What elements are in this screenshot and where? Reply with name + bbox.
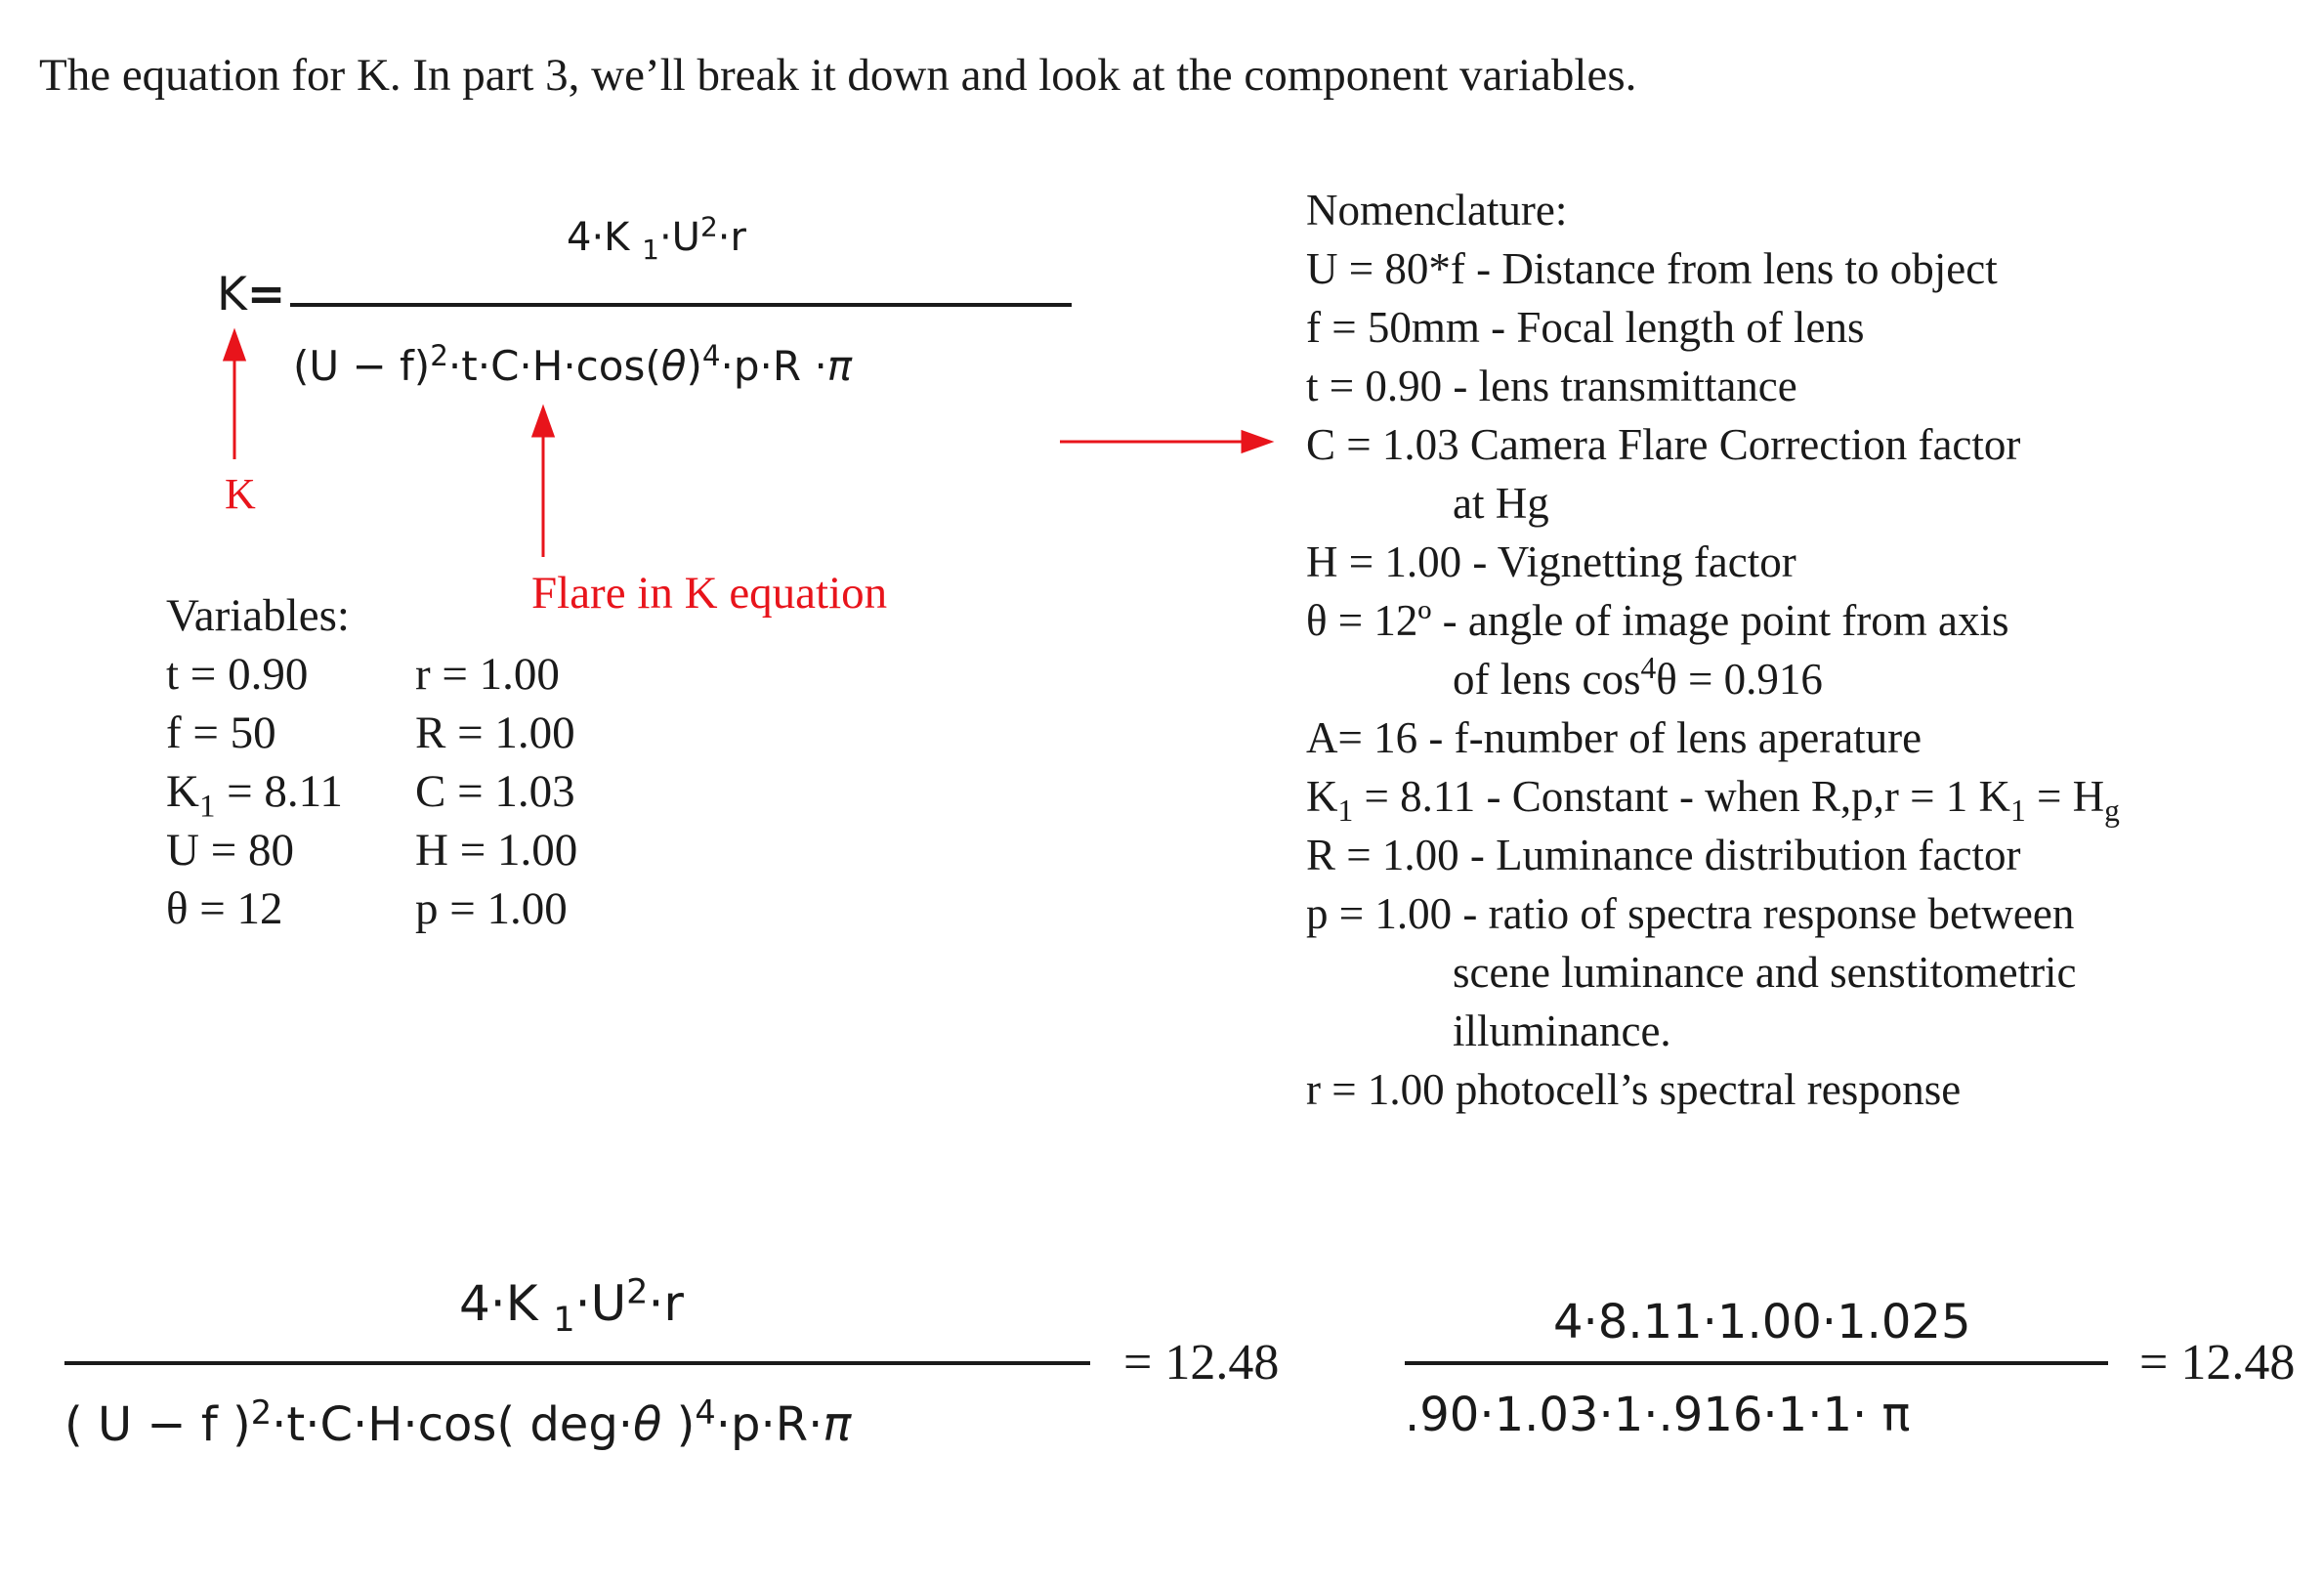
var-u: U = 80 — [166, 825, 294, 876]
equation3-result: = 12.48 — [2139, 1335, 2296, 1391]
arrow-k-head — [225, 332, 244, 360]
nom-item: H = 1.00 - Vignetting factor — [1306, 537, 1796, 586]
nomenclature-title: Nomenclature: — [1306, 186, 1568, 235]
var-C: C = 1.03 — [415, 766, 575, 817]
equation3-numerator: 4·8.11·1.00·1.025 — [1553, 1295, 1971, 1349]
nom-item: t = 0.90 - lens transmittance — [1306, 362, 1797, 410]
nom-item: U = 80*f - Distance from lens to object — [1306, 244, 1998, 293]
nom-item: r = 1.00 photocell’s spectral response — [1306, 1065, 1962, 1114]
nom-item: f = 50mm - Focal length of lens — [1306, 303, 1865, 352]
equation-denominator: $(U - f)^2\cdot t\cdot C\cdot H\cdot\cos(\theta)^4\cdot p\cdot R \cdot\pi$ — [293, 339, 853, 390]
var-p: p = 1.00 — [415, 883, 568, 934]
nom-item: $K_1 = 8.11$ - Constant - when R,p,r = 1 $K_1 = H_g$ — [1306, 772, 2120, 828]
fraction-bar — [1405, 1361, 2108, 1365]
arrow-flare-head — [533, 408, 553, 436]
var-H: H = 1.00 — [415, 825, 578, 876]
nom-item-continued: at Hg — [1453, 479, 1549, 528]
nom-item-continued: scene luminance and senstitometric — [1453, 948, 2077, 997]
nom-item: R = 1.00 - Luminance distribution factor — [1306, 831, 2021, 879]
var-r: r = 1.00 — [415, 649, 560, 700]
flare-label: Flare in K equation — [531, 568, 888, 619]
equation-lhs: K= — [217, 268, 286, 321]
nom-item: p = 1.00 - ratio of spectra response between — [1306, 889, 2075, 938]
nomenclature-list — [1306, 181, 2120, 1119]
nom-item: θ = 12º - angle of image point from axis — [1306, 596, 2009, 645]
variables-title: Variables: — [166, 590, 350, 641]
nom-item-continued: illuminance. — [1453, 1006, 1671, 1055]
equation3-denominator: .90·1.03·1·.916·1·1· π — [1405, 1388, 1911, 1442]
var-f: f = 50 — [166, 707, 276, 758]
var-theta: θ = 12 — [166, 883, 283, 934]
equation2-denominator: ( U − f )$^2$·t·C·H·cos( deg·θ )$^4$·p·R·π — [64, 1393, 852, 1452]
nom-item-continued: of lens $\cos^4\theta = 0.916$ — [1453, 651, 1823, 704]
variables-column-2 — [415, 645, 577, 938]
equation2-result: = 12.48 — [1123, 1335, 1280, 1391]
intro-text: The equation for K. In part 3, we’ll break it down and look at the component variables. — [39, 50, 1637, 101]
var-t: t = 0.90 — [166, 649, 309, 700]
nom-item: A= 16 - f-number of lens aperature — [1306, 713, 1923, 762]
arrow-nomenclature-head — [1243, 432, 1270, 451]
nom-item: C = 1.03 Camera Flare Correction factor — [1306, 420, 2021, 469]
var-k1: $K_1 = 8.11$ — [166, 766, 343, 825]
equation-numerator: 4·K $_1\cdot U^2\cdot r$ — [567, 210, 746, 266]
var-R: R = 1.00 — [415, 707, 575, 758]
equation2-numerator: 4·K $_1\cdot U^2\cdot r$ — [459, 1272, 684, 1340]
k-label: K — [225, 470, 256, 518]
fraction-bar — [64, 1361, 1090, 1365]
variables-column-1 — [166, 645, 343, 938]
